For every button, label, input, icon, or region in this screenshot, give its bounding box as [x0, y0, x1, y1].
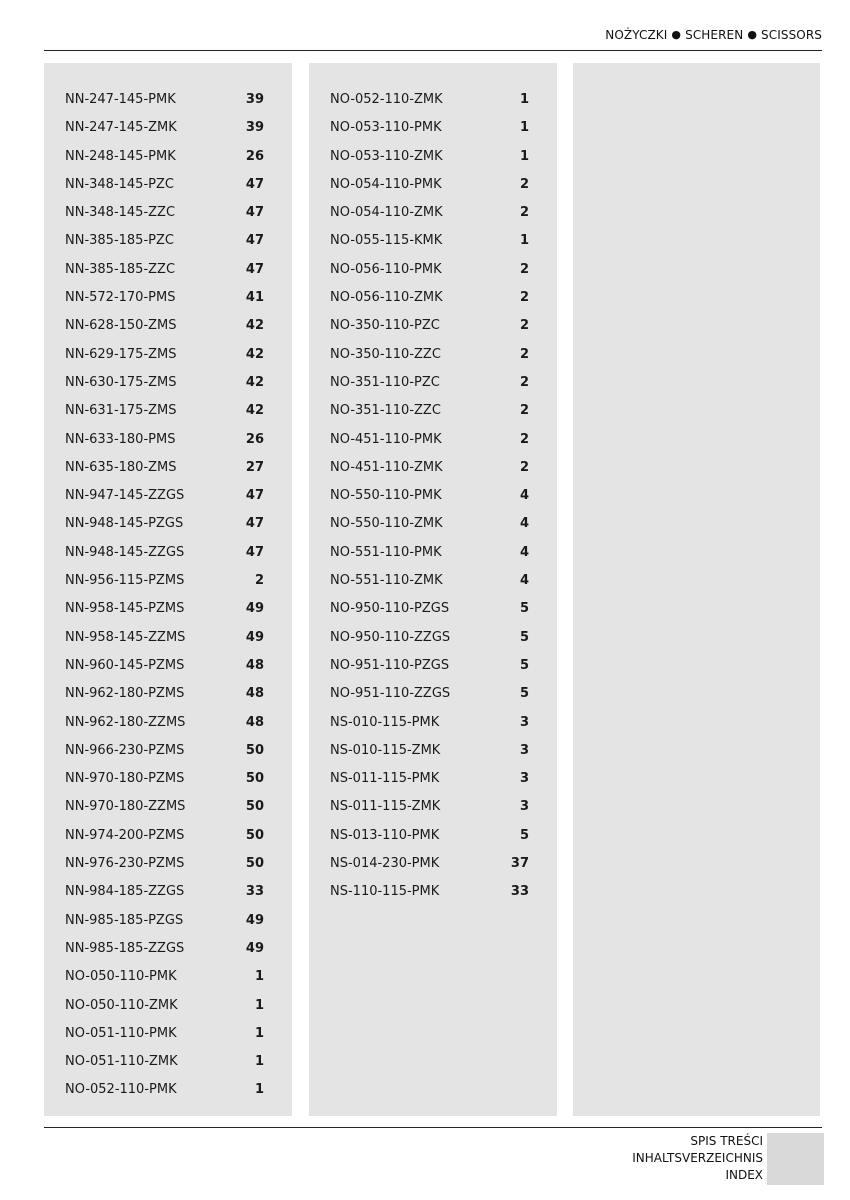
page-number: 48: [245, 714, 264, 730]
product-code: NN-247-145-PMK: [65, 92, 176, 107]
product-code: NS-010-115-ZMK: [330, 742, 441, 758]
index-entry: [65, 92, 264, 120]
product-code: NN-984-185-ZZGS: [65, 884, 185, 900]
index-entry: [330, 460, 529, 488]
product-code: NO-051-110-ZMK: [65, 1054, 178, 1070]
product-code: NS-110-115-PMK: [330, 884, 440, 900]
product-code: NN-962-180-PZMS: [65, 686, 185, 702]
index-entry: [65, 149, 264, 177]
index-entry: [330, 799, 529, 827]
index-entry: [330, 488, 529, 516]
product-code: NO-052-110-PMK: [65, 1082, 177, 1098]
page-number: 1: [519, 92, 529, 107]
page-number: 5: [519, 827, 529, 843]
product-code: NO-050-110-PMK: [65, 969, 177, 985]
index-entry: [330, 771, 529, 799]
product-code: NS-011-115-ZMK: [330, 799, 441, 815]
product-code: NO-054-110-ZMK: [330, 205, 443, 221]
product-code: NN-572-170-PMS: [65, 290, 176, 306]
index-entry: [330, 92, 529, 120]
product-code: NS-013-110-PMK: [330, 827, 440, 843]
page-number: 47: [245, 205, 264, 221]
index-entry: [65, 771, 264, 799]
product-code: NN-631-175-ZMS: [65, 403, 177, 419]
page-number: 3: [519, 742, 529, 758]
product-code: NS-011-115-PMK: [330, 771, 440, 787]
index-entry: [65, 290, 264, 318]
index-entry: [65, 601, 264, 629]
page-number: 1: [254, 969, 264, 985]
index-entry: [65, 913, 264, 941]
page-number: 48: [245, 657, 264, 673]
index-entry: [65, 262, 264, 290]
page-number: 50: [245, 771, 264, 787]
index-entry: [330, 177, 529, 205]
index-entry: [330, 601, 529, 629]
page-number: 42: [245, 318, 264, 334]
index-entry: [330, 205, 529, 233]
page-number: 41: [245, 290, 264, 306]
footer-divider: [44, 1127, 822, 1128]
index-entry: [330, 856, 529, 884]
index-entry: [65, 545, 264, 573]
product-code: NN-385-185-PZC: [65, 233, 174, 249]
product-code: NN-348-145-ZZC: [65, 205, 176, 221]
product-code: NO-950-110-PZGS: [330, 601, 450, 617]
product-code: NO-055-115-KMK: [330, 233, 443, 249]
product-code: NN-947-145-ZZGS: [65, 488, 185, 504]
header-title-pl: NOŻYCZKI: [605, 28, 668, 42]
index-entry: [330, 432, 529, 460]
page-number: 4: [519, 544, 529, 560]
page-number: 47: [245, 516, 264, 532]
page-number: 50: [245, 799, 264, 815]
product-code: NN-958-145-ZZMS: [65, 629, 186, 645]
product-code: NN-629-175-ZMS: [65, 346, 177, 362]
page-number: 4: [519, 516, 529, 532]
page-header: [605, 28, 822, 42]
page-number: 42: [245, 403, 264, 419]
page-number: 2: [519, 261, 529, 277]
page-number: 2: [254, 573, 264, 589]
page-number: 33: [245, 884, 264, 900]
product-code: NN-948-145-PZGS: [65, 516, 184, 532]
index-entry: [65, 488, 264, 516]
index-entry: [65, 969, 264, 997]
index-entry: [330, 403, 529, 431]
index-entry: [65, 403, 264, 431]
index-entry: [65, 1054, 264, 1082]
page-number: 42: [245, 346, 264, 362]
index-entry: [65, 658, 264, 686]
product-code: NN-976-230-PZMS: [65, 856, 185, 872]
index-entry: [330, 658, 529, 686]
index-entry: [65, 432, 264, 460]
page-number: 50: [245, 856, 264, 872]
product-code: NN-247-145-ZMK: [65, 120, 177, 136]
page-number: 27: [245, 459, 264, 475]
page-number: 33: [510, 884, 529, 900]
index-entry: [330, 262, 529, 290]
product-code: NO-051-110-PMK: [65, 1025, 177, 1041]
page-number: 1: [519, 148, 529, 164]
page-number: 5: [519, 686, 529, 702]
page-number: 50: [245, 742, 264, 758]
page-number: 26: [245, 431, 264, 447]
product-code: NO-451-110-PMK: [330, 431, 442, 447]
index-entry: [330, 347, 529, 375]
product-code: NN-966-230-PZMS: [65, 742, 185, 758]
product-code: NO-350-110-PZC: [330, 318, 440, 334]
index-entry: [65, 1026, 264, 1054]
footer-tab-marker: [767, 1133, 824, 1185]
page-number: 1: [254, 997, 264, 1013]
page-number: 1: [519, 233, 529, 249]
product-code: NO-550-110-PMK: [330, 488, 442, 504]
product-code: NN-960-145-PZMS: [65, 657, 185, 673]
footer-label-pl: SPIS TREŚCI: [690, 1134, 763, 1148]
product-code: NN-974-200-PZMS: [65, 827, 185, 843]
index-entry: [330, 715, 529, 743]
page-number: 26: [245, 148, 264, 164]
product-code: NO-950-110-ZZGS: [330, 629, 451, 645]
page-number: 5: [519, 601, 529, 617]
index-entry: [330, 743, 529, 771]
page-number: 2: [519, 176, 529, 192]
product-code: NO-053-110-PMK: [330, 120, 442, 136]
index-entry: [330, 686, 529, 714]
page-number: 1: [254, 1054, 264, 1070]
page-number: 47: [245, 176, 264, 192]
index-entry: [65, 516, 264, 544]
product-code: NO-056-110-PMK: [330, 261, 442, 277]
page-number: 47: [245, 261, 264, 277]
index-entry: [330, 545, 529, 573]
header-divider: [44, 50, 822, 51]
page-number: 2: [519, 374, 529, 390]
product-code: NN-985-185-ZZGS: [65, 940, 185, 956]
page-number: 49: [245, 601, 264, 617]
product-code: NN-630-175-ZMS: [65, 374, 177, 390]
page-number: 48: [245, 686, 264, 702]
page-number: 2: [519, 459, 529, 475]
product-code: NN-948-145-ZZGS: [65, 544, 185, 560]
product-code: NN-958-145-PZMS: [65, 601, 185, 617]
index-entry: [65, 743, 264, 771]
footer-label-en: INDEX: [725, 1168, 763, 1182]
product-code: NS-010-115-PMK: [330, 714, 440, 730]
page-number: 2: [519, 318, 529, 334]
product-code: NN-635-180-ZMS: [65, 459, 177, 475]
index-column-2: [309, 63, 557, 1116]
product-code: NO-056-110-ZMK: [330, 290, 443, 306]
product-code: NN-633-180-PMS: [65, 431, 176, 447]
index-entry: [330, 318, 529, 346]
product-code: NO-053-110-ZMK: [330, 148, 443, 164]
index-entry: [330, 149, 529, 177]
page-number: 1: [254, 1025, 264, 1041]
index-entry: [65, 318, 264, 346]
product-code: NO-451-110-ZMK: [330, 459, 443, 475]
index-entry: [65, 799, 264, 827]
product-code: NO-951-110-ZZGS: [330, 686, 451, 702]
page-number: 42: [245, 374, 264, 390]
page-number: 49: [245, 940, 264, 956]
product-code: NO-350-110-ZZC: [330, 346, 441, 362]
bullet-separator: ●: [671, 28, 682, 41]
index-entry: [65, 1082, 264, 1110]
page-number: 39: [245, 120, 264, 136]
product-code: NN-970-180-PZMS: [65, 771, 185, 787]
page-number: 47: [245, 544, 264, 560]
product-code: NN-248-145-PMK: [65, 148, 176, 164]
bullet-separator: ●: [747, 28, 758, 41]
page-number: 49: [245, 629, 264, 645]
page-number: 4: [519, 573, 529, 589]
index-entry: [65, 856, 264, 884]
product-code: NO-351-110-PZC: [330, 374, 440, 390]
index-entry: [65, 941, 264, 969]
index-entry: [330, 884, 529, 912]
page-number: 49: [245, 912, 264, 928]
product-code: NN-962-180-ZZMS: [65, 714, 186, 730]
index-entry: [330, 573, 529, 601]
header-title-de: SCHEREN: [685, 28, 744, 42]
index-entry: [65, 120, 264, 148]
header-title-en: SCISSORS: [761, 28, 822, 42]
product-code: NO-052-110-ZMK: [330, 92, 443, 107]
index-entry: [65, 686, 264, 714]
page-number: 2: [519, 290, 529, 306]
index-entry: [65, 630, 264, 658]
page-number: 1: [254, 1082, 264, 1098]
page-number: 2: [519, 403, 529, 419]
index-entry: [65, 573, 264, 601]
index-entry: [65, 460, 264, 488]
product-code: NO-550-110-ZMK: [330, 516, 443, 532]
product-code: NN-385-185-ZZC: [65, 261, 176, 277]
index-entry: [65, 998, 264, 1026]
product-code: NN-970-180-ZZMS: [65, 799, 186, 815]
index-entry: [65, 375, 264, 403]
index-entry: [330, 516, 529, 544]
page-number: 5: [519, 629, 529, 645]
product-code: NS-014-230-PMK: [330, 856, 440, 872]
index-entry: [330, 233, 529, 261]
product-code: NO-050-110-ZMK: [65, 997, 178, 1013]
page-number: 39: [245, 92, 264, 107]
index-entry: [330, 120, 529, 148]
index-entry: [65, 177, 264, 205]
index-entry: [330, 828, 529, 856]
product-code: NO-351-110-ZZC: [330, 403, 441, 419]
index-entry: [65, 233, 264, 261]
product-code: NO-054-110-PMK: [330, 176, 442, 192]
index-entry: [330, 290, 529, 318]
product-code: NO-551-110-PMK: [330, 544, 442, 560]
index-entry: [65, 347, 264, 375]
index-entry: [65, 715, 264, 743]
product-code: NO-951-110-PZGS: [330, 657, 450, 673]
index-column-1: [44, 63, 292, 1116]
page-number: 47: [245, 488, 264, 504]
index-entry: [65, 828, 264, 856]
product-code: NN-348-145-PZC: [65, 176, 174, 192]
footer-section-label: [632, 1133, 763, 1184]
product-code: NN-628-150-ZMS: [65, 318, 177, 334]
page-number: 3: [519, 799, 529, 815]
page-number: 4: [519, 488, 529, 504]
page-number: 47: [245, 233, 264, 249]
index-entry: [330, 630, 529, 658]
page-number: 5: [519, 657, 529, 673]
page-number: 3: [519, 771, 529, 787]
page-number: 50: [245, 827, 264, 843]
index-entry: [330, 375, 529, 403]
page-number: 2: [519, 205, 529, 221]
index-column-3: [573, 63, 820, 1116]
page-number: 2: [519, 431, 529, 447]
page-number: 1: [519, 120, 529, 136]
footer-label-de: INHALTSVERZEICHNIS: [632, 1151, 763, 1165]
product-code: NN-985-185-PZGS: [65, 912, 184, 928]
index-entry: [65, 884, 264, 912]
index-entry: [65, 205, 264, 233]
product-code: NO-551-110-ZMK: [330, 573, 443, 589]
page-number: 37: [510, 856, 529, 872]
page-number: 2: [519, 346, 529, 362]
product-code: NN-956-115-PZMS: [65, 573, 185, 589]
page-number: 3: [519, 714, 529, 730]
